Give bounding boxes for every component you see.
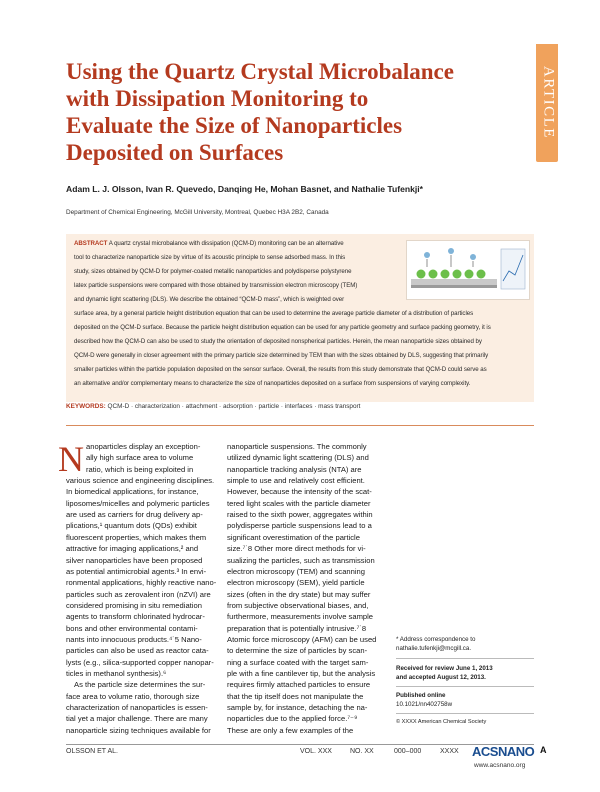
body-text-line: electron microscopy (SEM), yield particle bbox=[227, 578, 365, 588]
body-text-line: are used as carriers for drug delivery ap- bbox=[66, 510, 203, 520]
body-text-line: In biomedical applications, for instance, bbox=[66, 487, 199, 497]
journal-url[interactable]: www.acsnano.org bbox=[474, 762, 526, 769]
author-list: Adam L. J. Olsson, Ivan R. Quevedo, Danqing He, Mohan Basnet, and Nathalie Tufenkji* bbox=[66, 184, 424, 194]
article-type-label: ARTICLE bbox=[540, 66, 557, 139]
body-text-line: plications,¹ quantum dots (QDs) exhibit bbox=[66, 521, 197, 531]
keywords-label: KEYWORDS: bbox=[66, 403, 106, 410]
page-range: 000–000 bbox=[394, 748, 422, 755]
footer-divider bbox=[66, 744, 534, 745]
body-text-line: face area to volume ratio, thorough size bbox=[66, 691, 200, 701]
abstract-line: latex particle suspensions were compared with those obtained by transmission electron microscopy (TEM) bbox=[74, 282, 358, 289]
body-text-line: nants into innocuous products.⁴˙5 Nano- bbox=[66, 634, 202, 644]
abstract-label: ABSTRACT bbox=[74, 240, 108, 247]
drop-cap: N bbox=[58, 439, 84, 479]
title-line: Deposited on Surfaces bbox=[66, 140, 284, 165]
body-text-line: tered light scales with the particle diameter bbox=[227, 498, 371, 508]
page-number: A bbox=[540, 745, 547, 755]
body-text-line: ticles in methanol synthesis).⁶ bbox=[66, 669, 167, 678]
body-text-line: anoparticles display an exception- bbox=[86, 442, 201, 451]
body-text-line: sualizing the particles, such as transmission bbox=[227, 555, 375, 565]
side-divider bbox=[396, 686, 534, 687]
title-line: Using the Quartz Crystal Microbalance bbox=[66, 59, 454, 84]
body-text-line: sizes (often in the dry state) but may suffer bbox=[227, 589, 371, 599]
issue: NO. XX bbox=[350, 748, 374, 755]
copyright: © XXXX American Chemical Society bbox=[396, 719, 487, 725]
abstract-line: tool to characterize nanoparticle size by virtue of its acoustic principle to sense adsorbed mass. In this bbox=[74, 254, 346, 261]
body-text-line: that the tip itself does not manipulate the bbox=[227, 691, 364, 701]
body-text-line: nanoparticle suspensions. The commonly bbox=[227, 442, 367, 451]
abstract-line: deposited on the QCM-D surface. Because the particle height distribution equation can be used for any particle geometry and surface packing geometry, it is bbox=[74, 324, 491, 331]
body-text-line: ning a surface coated with the target sam- bbox=[227, 657, 369, 667]
received-date: Received for review June 1, 2013 bbox=[396, 665, 493, 672]
body-text-line: characterization of nanoparticles is essen- bbox=[66, 703, 208, 713]
abstract-text: A quartz crystal microbalance with dissipation (QCM-D) monitoring can be an alternative bbox=[108, 240, 344, 247]
body-text-line: liposomes/micelles and polymeric particles bbox=[66, 498, 210, 508]
body-text-line: requires firmly attached particles to ensure bbox=[227, 680, 371, 690]
body-text-line: simple to use and relatively cost efficient. bbox=[227, 476, 365, 486]
body-text-line: ple with a fine cantilever tip, but the analysis bbox=[227, 669, 376, 678]
side-divider bbox=[396, 713, 534, 714]
running-author: OLSSON ET AL. bbox=[66, 748, 119, 755]
body-text-line: ally high surface area to volume bbox=[86, 453, 194, 463]
title-line: Evaluate the Size of Nanoparticles bbox=[66, 113, 403, 138]
abstract-line: QCM-D were generally in closer agreement with the primary particle size determined by TEM than with the sizes obtained by DLS, suggesting that primarily bbox=[74, 352, 489, 359]
abstract-line: an alternative and/or complementary means to characterize the size of nanoparticles deposited on a surface from suspensions of varying complexity. bbox=[74, 380, 471, 387]
body-text-line: ronmental applications, highly reactive nano- bbox=[66, 578, 217, 588]
correspondence-email[interactable]: nathalie.tufenkji@mcgill.ca. bbox=[396, 645, 472, 652]
body-text-line: as potential antimicrobial agents.³ In envi- bbox=[66, 566, 207, 576]
body-text-line: from subjective observational biases, and, bbox=[227, 600, 369, 610]
abstract-line-first bbox=[74, 240, 344, 248]
body-text-line: Atomic force microscopy (AFM) can be used bbox=[227, 634, 377, 644]
abstract-line: described how the QCM-D can also be used to study the orientation of deposited nonspherical particles. Herein, the mean nanoparticle sizes obtained by bbox=[74, 338, 482, 345]
body-text-line: nanoparticle sizing techniques available for bbox=[66, 725, 211, 735]
article-title bbox=[66, 58, 526, 166]
year: XXXX bbox=[440, 748, 459, 755]
article-type-tab bbox=[536, 44, 558, 162]
doi[interactable]: 10.1021/nn402758w bbox=[396, 701, 453, 708]
affiliation: Department of Chemical Engineering, McGill University, Montreal, Quebec H3A 2B2, Canada bbox=[66, 209, 329, 216]
body-text-line: electron microscopy (TEM) and scanning bbox=[227, 566, 366, 576]
body-text-line: polydisperse particle suspensions lead to a bbox=[227, 521, 372, 531]
abstract-line: and dynamic light scattering (DLS). We describe the obtained “QCM-D mass”, which is weighted over bbox=[74, 296, 345, 303]
abstract-line: surface area, by a general particle height distribution equation that can be used to determine the average particle diameter of a distribution of particles bbox=[74, 310, 474, 317]
correspondence-label: * Address correspondence to bbox=[396, 636, 476, 643]
toc-graphic bbox=[406, 240, 530, 300]
body-text-line: ratio, which is being exploited in bbox=[86, 464, 194, 474]
keywords bbox=[66, 403, 360, 410]
volume: VOL. XXX bbox=[300, 748, 332, 755]
body-text-line: silver nanoparticles have been proposed bbox=[66, 555, 203, 565]
body-text-line: furthermore, measurements involve sample bbox=[227, 612, 374, 622]
body-text-line: However, because the intensity of the scat- bbox=[227, 487, 372, 497]
abstract-line: study, sizes obtained by QCM-D for polymer-coated metallic nanoparticles and polydisperse polystyrene bbox=[74, 268, 352, 275]
accepted-date: and accepted August 12, 2013. bbox=[396, 674, 486, 681]
body-text-line: significant overestimation of the particle bbox=[227, 532, 360, 542]
keywords-divider bbox=[66, 425, 534, 426]
journal-logo: ACSNANO bbox=[472, 744, 535, 759]
body-text-line: various science and engineering disciplines. bbox=[66, 476, 215, 486]
published-label: Published online bbox=[396, 692, 446, 699]
body-text-line: fluorescent properties, which makes them bbox=[66, 532, 207, 542]
body-text-line: size.⁷˙8 Other more direct methods for vi- bbox=[227, 544, 366, 554]
body-text-line: agents to transform chlorinated hydrocar- bbox=[66, 612, 205, 622]
body-text-line: bons and other environmental contami- bbox=[66, 623, 198, 633]
body-text-line: sample by, for instance, detaching the na- bbox=[227, 703, 368, 713]
body-text-line: These are only a few examples of the bbox=[227, 725, 354, 735]
body-text-line: raised to the sixth power, aggregates within bbox=[227, 510, 373, 520]
body-text-line: particles such as zerovalent iron (nZVI) are bbox=[66, 589, 211, 599]
body-text-line: lysts (e.g., silica-supported copper nanopar- bbox=[66, 657, 214, 667]
keywords-text: QCM-D · characterization · attachment · adsorption · particle · interfaces · mass transport bbox=[107, 403, 361, 410]
body-text-line: particles can also be used as reactor cata- bbox=[66, 646, 209, 656]
body-text-line: nanoparticle tracking analysis (NTA) are bbox=[227, 464, 362, 474]
side-divider bbox=[396, 658, 534, 659]
body-text-line: considered promising in situ remediation bbox=[66, 600, 202, 610]
body-text-line: As the particle size determines the sur- bbox=[74, 680, 206, 690]
body-text-line: attractive for imaging applications,² and bbox=[66, 544, 199, 554]
body-text-line: preparation that is potentially intrusive.⁷˙8 bbox=[227, 623, 367, 633]
body-text-line: utilized dynamic light scattering (DLS) and bbox=[227, 453, 369, 463]
abstract-line: smaller particles within the particle population deposited on the sensor surface. Overall, the results from this study demonstrate that QCM-D could serve as bbox=[74, 366, 487, 373]
body-text-line: noparticles due to the applied force.⁷⁻⁹ bbox=[227, 714, 358, 724]
title-line: with Dissipation Monitoring to bbox=[66, 86, 369, 111]
body-text-line: tial yet a major challenge. There are many bbox=[66, 714, 208, 724]
body-text-line: to determine the size of particles by scan- bbox=[227, 646, 368, 656]
